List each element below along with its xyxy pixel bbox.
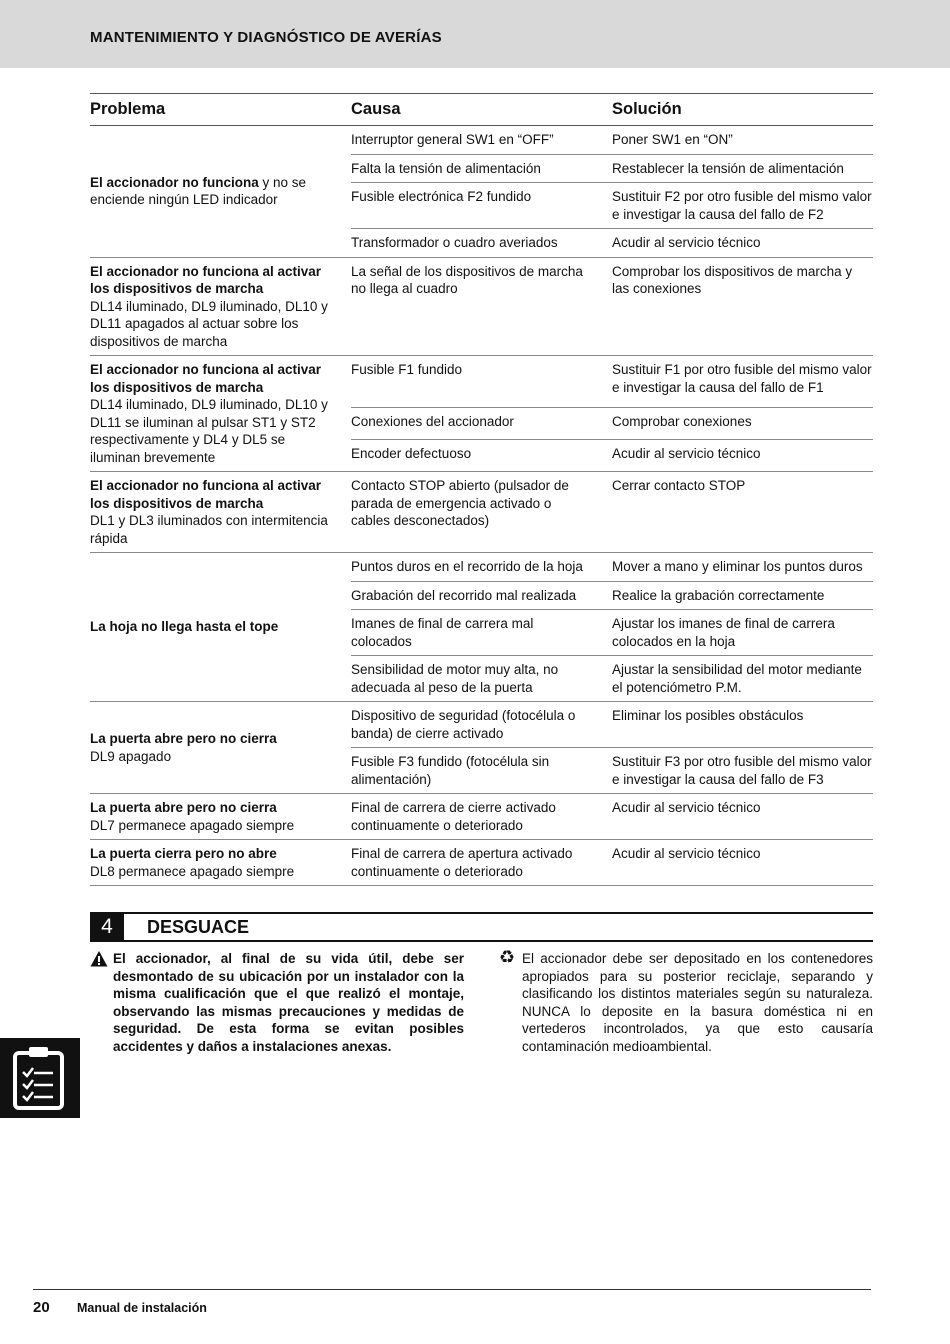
solution-cell: Mover a mano y eliminar los puntos duros — [612, 553, 873, 582]
table-row — [90, 257, 873, 356]
table-row — [90, 553, 873, 582]
solution-cell: Poner SW1 en “ON” — [612, 126, 873, 155]
problem-title: El accionador no funciona — [90, 174, 259, 190]
solution-cell: Acudir al servicio técnico — [612, 840, 873, 886]
cause-cell: Final de carrera de apertura activado continuamente o deteriorado — [351, 840, 612, 886]
page-header — [0, 0, 950, 68]
header-solution: Solución — [612, 94, 873, 126]
solution-cell: Comprobar conexiones — [612, 407, 873, 439]
cause-cell: Grabación del recorrido mal realizada — [351, 581, 612, 610]
cause-cell: Fusible F1 fundido — [351, 356, 612, 408]
problem-detail: y no se enciende ningún LED indicador — [90, 174, 307, 208]
clipboard-checklist-icon — [0, 1038, 80, 1118]
solution-cell: Acudir al servicio técnico — [612, 229, 873, 258]
footer-title: Manual de instalación — [77, 1301, 207, 1315]
solution-cell: Acudir al servicio técnico — [612, 794, 873, 840]
solution-cell: Ajustar la sensibilidad del motor mediante el potenciómetro P.M. — [612, 656, 873, 702]
problem-title: El accionador no funciona al activar los dispositivos de marcha — [90, 478, 322, 511]
cause-cell: Fusible F3 fundido (fotocélula sin alimentación) — [351, 748, 612, 794]
cause-cell: Conexiones del accionador — [351, 407, 612, 439]
side-tab — [0, 1038, 80, 1118]
table-body — [90, 126, 873, 886]
table-row — [90, 702, 873, 748]
cause-cell: Encoder defectuoso — [351, 439, 612, 471]
troubleshooting-table — [90, 93, 873, 886]
problem-title: La puerta cierra pero no abre — [90, 846, 277, 861]
section-title: DESGUACE — [147, 917, 250, 937]
table-row — [90, 794, 873, 840]
problem-detail: DL1 y DL3 iluminados con intermitencia rápida — [90, 513, 328, 546]
solution-cell: Sustituir F1 por otro fusible del mismo valor e investigar la causa del fallo de F1 — [612, 356, 873, 408]
solution-cell: Cerrar contacto STOP — [612, 472, 873, 553]
footer-divider — [33, 1289, 871, 1290]
header-problem: Problema — [90, 94, 351, 126]
cause-cell: Puntos duros en el recorrido de la hoja — [351, 553, 612, 582]
solution-cell: Sustituir F3 por otro fusible del mismo valor e investigar la causa del fallo de F3 — [612, 748, 873, 794]
problem-detail: DL9 apagado — [90, 748, 172, 764]
problem-cell — [90, 472, 351, 553]
page-number: 20 — [33, 1299, 50, 1316]
problem-cell — [90, 356, 351, 472]
cause-cell: Final de carrera de cierre activado continuamente o deteriorado — [351, 794, 612, 840]
problem-title: La puerta abre pero no cierra — [90, 731, 277, 746]
cause-cell: Transformador o cuadro averiados — [351, 229, 612, 258]
cause-cell: Imanes de final de carrera mal colocados — [351, 610, 612, 656]
solution-cell: Restablecer la tensión de alimentación — [612, 154, 873, 183]
solution-cell: Eliminar los posibles obstáculos — [612, 702, 873, 748]
problem-detail: DL7 permanece apagado siempre — [90, 817, 295, 833]
problem-cell — [90, 126, 351, 258]
cause-cell: Contacto STOP abierto (pulsador de parada de emergencia activado o cables desconectados) — [351, 472, 612, 553]
table-row — [90, 356, 873, 408]
cause-cell: Sensibilidad de motor muy alta, no adecuada al peso de la puerta — [351, 656, 612, 702]
cause-cell: La señal de los dispositivos de marcha no llega al cuadro — [351, 257, 612, 356]
table-row — [90, 840, 873, 886]
problem-cell — [90, 257, 351, 356]
page-title: MANTENIMIENTO Y DIAGNÓSTICO DE AVERÍAS — [90, 29, 442, 46]
problem-detail: DL14 iluminado, DL9 iluminado, DL10 y DL11 apagados al actuar sobre los dispositivos de marcha — [90, 298, 328, 349]
table-row — [90, 126, 873, 155]
problem-title: El accionador no funciona al activar los dispositivos de marcha — [90, 263, 322, 296]
recycle-icon: ♻ — [499, 947, 516, 967]
table-row — [90, 472, 873, 553]
cause-cell: Fusible electrónica F2 fundido — [351, 183, 612, 229]
problem-cell — [90, 553, 351, 702]
solution-cell: Realice la grabación correctamente — [612, 581, 873, 610]
problem-cell — [90, 840, 351, 886]
solution-cell: Acudir al servicio técnico — [612, 439, 873, 471]
solution-cell: Ajustar los imanes de final de carrera colocados en la hoja — [612, 610, 873, 656]
problem-title: El accionador no funciona al activar los dispositivos de marcha — [90, 362, 322, 395]
recycle-note — [499, 947, 873, 1055]
recycle-text: El accionador debe ser depositado en los contenedores apropiados para su posterior reciclaje, separando y clasificando los distintos materiales según su naturaleza. NUNCA lo deposite en la basura doméstica ni en vertederos incontrolados, ya que esto causaría contaminación medioambiental. — [522, 951, 873, 1054]
problem-detail: DL8 permanece apagado siempre — [90, 863, 295, 879]
warning-note — [90, 950, 464, 1055]
cause-cell: Falta la tensión de alimentación — [351, 154, 612, 183]
cause-cell: Dispositivo de seguridad (fotocélula o banda) de cierre activado — [351, 702, 612, 748]
problem-title: La puerta abre pero no cierra — [90, 800, 277, 815]
warning-text: El accionador, al final de su vida útil, debe ser desmontado de su ubicación por un instalador con la misma cualificación que el que realizó el montaje, observando las mismas precauciones y medidas de seguridad. De esta forma se evitan posibles accidentes y daños a instalaciones anexas. — [113, 951, 464, 1054]
solution-cell: Comprobar los dispositivos de marcha y las conexiones — [612, 257, 873, 356]
section-heading — [90, 912, 873, 942]
problem-cell — [90, 702, 351, 794]
problem-title: La hoja no llega hasta el tope — [90, 619, 279, 635]
cause-cell: Interruptor general SW1 en “OFF” — [351, 126, 612, 155]
section-number: 4 — [90, 914, 124, 940]
problem-detail: DL14 iluminado, DL9 iluminado, DL10 y DL11 se iluminan al pulsar ST1 y ST2 respectivamente y DL4 y DL5 se iluminan brevemente — [90, 397, 328, 465]
warning-triangle-icon — [90, 950, 108, 968]
header-cause: Causa — [351, 94, 612, 126]
problem-cell — [90, 794, 351, 840]
table-header-row — [90, 94, 873, 126]
solution-cell: Sustituir F2 por otro fusible del mismo valor e investigar la causa del fallo de F2 — [612, 183, 873, 229]
